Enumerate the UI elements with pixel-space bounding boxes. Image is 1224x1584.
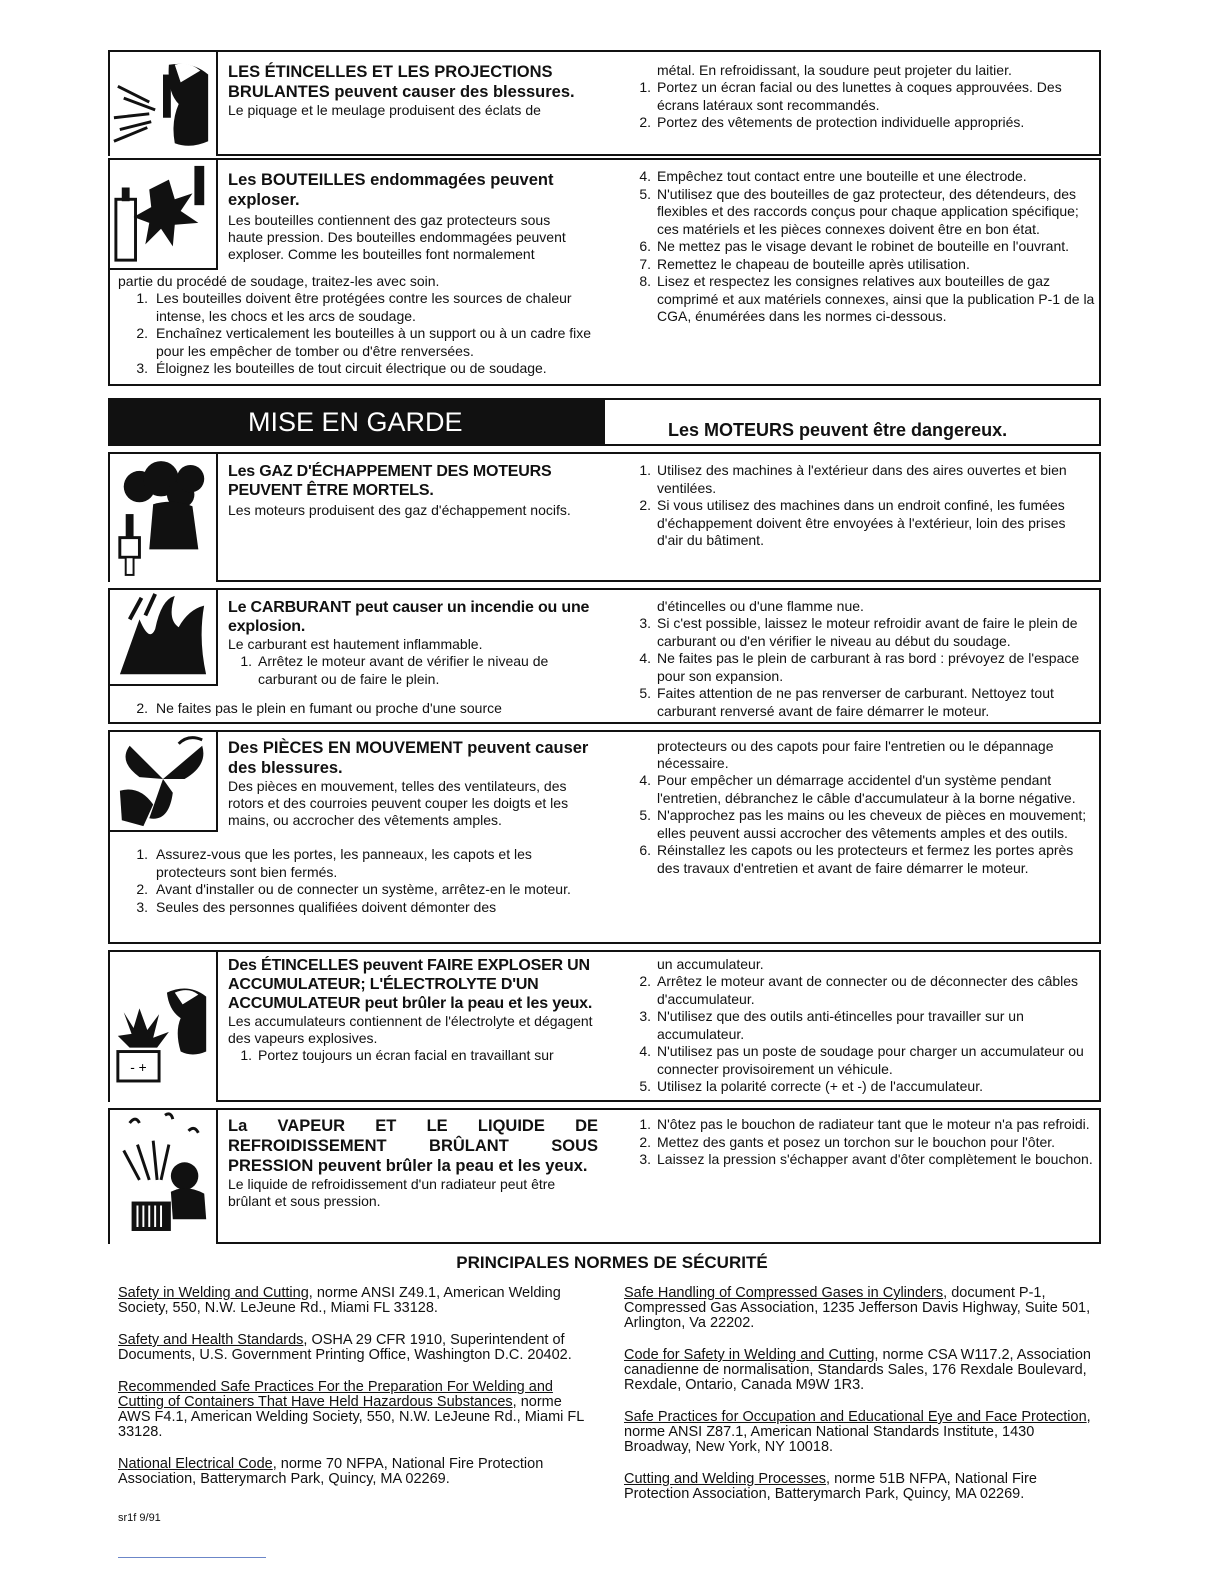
hazard-intro: Le liquide de refroidissement d'un radiateur peut être brûlant et sous pression. [228, 1176, 556, 1209]
list-item: 1. Assurez-vous que les portes, les panneaux, les capots et les protecteurs sont bien fermés. [136, 846, 532, 880]
hazard-box-fuel [108, 588, 1101, 724]
list-item: 3. N'utilisez que des outils anti-étincelles pour travailler sur un accumulateur. [639, 1008, 1024, 1042]
hazard-intro-cont: partie du procédé de soudage, traitez-les avec soin. [118, 273, 440, 289]
hazard-title: LES ÉTINCELLES ET LES PROJECTIONS BRULANTES peuvent causer des blessures. [228, 63, 575, 101]
list-item: 5. Faites attention de ne pas renverser de carburant. Nettoyez tout carburant renversé avant de faire démarrer le moteur. [639, 685, 1054, 719]
list-item: 8. Lisez et respectez les consignes relatives aux bouteilles de gaz comprimé et aux matériels connexes, ainsi que la publication P-1 de la CGA, énumérées dans les normes ci-dessous. [639, 273, 1095, 324]
list-item: 1. Arrêtez le moteur avant de vérifier le niveau de carburant ou de faire le plein. [240, 653, 549, 687]
standards-heading: PRINCIPALES NORMES DE SÉCURITÉ [456, 1253, 768, 1272]
hazard-intro: Les moteurs produisent des gaz d'échappement nocifs. [228, 502, 571, 518]
hazard-title: Des ÉTINCELLES peuvent FAIRE EXPLOSER UN ACCUMULATEUR; L'ÉLECTROLYTE D'UN ACCUMULATEUR peut brûler la peau et les yeux. [228, 957, 593, 1012]
warning-banner: MISE EN GARDE [108, 398, 605, 446]
list-item: 1. Les bouteilles doivent être protégées contre les sources de chaleur intense, les chocs et les arcs de soudage. [136, 290, 572, 324]
list-item: 4. Empêchez tout contact entre une bouteille et une électrode. [639, 168, 1027, 184]
standard-reference: National Electrical Code, norme 70 NFPA, National Fire Protection Association, Batterymarch Park, Quincy, MA 02269. [118, 1456, 544, 1487]
hazard-title: Des PIÈCES EN MOUVEMENT peuvent causer des blessures. [228, 739, 589, 777]
standard-reference: Safety in Welding and Cutting, norme ANSI Z49.1, American Welding Society, 550, N.W. LeJeune Rd., Miami FL 33128. [118, 1285, 561, 1316]
hazard-continuation: d'étincelles ou d'une flamme nue. [657, 598, 864, 614]
standard-reference: Safe Practices for Occupation and Educational Eye and Face Protection, norme ANSI Z87.1, American National Standards Institute, 1430 Broadway, New York, NY 10018. [624, 1409, 1091, 1455]
engines-subtitle: Les MOTEURS peuvent être dangereux. [605, 398, 1101, 446]
hazard-intro: Des pièces en mouvement, telles des ventilateurs, des rotors et des courroies peuvent couper les doigts et les mains, ou accrocher des vêtements amples. [228, 778, 569, 828]
list-item: 5. N'approchez pas les mains ou les cheveux de pièces en mouvement; elles peuvent aussi accrocher des vêtements amples et des outils. [639, 807, 1087, 841]
divider [118, 1557, 266, 1558]
battery-terminal-label: - + [130, 1060, 147, 1076]
standard-reference: Recommended Safe Practices For the Preparation For Welding and Cutting of Containers That Have Held Hazardous Substances, norme AWS F4.1, American Welding Society, 550, N.W. LeJeune Rd., Miami FL 33128. [118, 1379, 584, 1440]
document-code: sr1f 9/91 [118, 1512, 161, 1524]
list-item: 2. Avant d'installer ou de connecter un système, arrêtez-en le moteur. [136, 881, 571, 897]
hazard-continuation: protecteurs ou des capots pour faire l'entretien ou le dépannage nécessaire. [657, 738, 1054, 771]
list-item: 2. Enchaînez verticalement les bouteilles à un support ou à un cadre fixe pour les empêcher de tomber ou d'être renversées. [136, 325, 592, 359]
hazard-title: Le CARBURANT peut causer un incendie ou une explosion. [228, 599, 590, 635]
list-item: 3. Laissez la pression s'échapper avant d'ôter complètement le bouchon. [639, 1151, 1093, 1167]
list-item: 1. Portez toujours un écran facial en travaillant sur [240, 1047, 554, 1063]
list-item: 2. Ne faites pas le plein en fumant ou proche d'une source [136, 700, 502, 716]
list-item: 1. Portez un écran facial ou des lunettes à coques approuvées. Des écrans latéraux sont recommandés. [639, 79, 1062, 113]
fire-icon [110, 590, 218, 686]
fan-hand-icon [110, 732, 218, 832]
hazard-box-cylinders [108, 158, 1101, 386]
list-item: 4. Ne faites pas le plein de carburant à ras bord : prévoyez de l'espace pour son expansion. [639, 650, 1080, 684]
list-item: 1. Utilisez des machines à l'extérieur dans des aires ouvertes et bien ventilées. [639, 462, 1067, 496]
list-item: 1. N'ôtez pas le bouchon de radiateur tant que le moteur n'a pas refroidi. [639, 1116, 1090, 1132]
hazard-title: La VAPEUR ET LE LIQUIDE DE REFROIDISSEMENT BRÛLANT SOUS PRESSION peuvent brûler la peau et les yeux. [228, 1117, 598, 1175]
standard-reference: Code for Safety in Welding and Cutting, norme CSA W117.2, Association canadienne de normalisation, Standards Sales, 176 Rexdale Boulevard, Rexdale, Ontario, Canada M9W 1R3. [624, 1347, 1091, 1393]
exhaust-fumes-icon [110, 454, 218, 582]
hazard-box-moving-parts [108, 730, 1101, 944]
hazard-box-battery [108, 950, 1101, 1102]
exploding-cylinder-icon [110, 160, 218, 270]
hazard-box-sparks [108, 50, 1101, 156]
hazard-intro: Les accumulateurs contiennent de l'électrolyte et dégagent des vapeurs explosives. [228, 1013, 593, 1046]
list-item: 5. Utilisez la polarité correcte (+ et -) de l'accumulateur. [639, 1078, 983, 1094]
list-item: 2. Mettez des gants et posez un torchon sur le bouchon pour l'ôter. [639, 1133, 1056, 1150]
face-shield-icon [110, 52, 218, 156]
list-item: 6. Ne mettez pas le visage devant le robinet de bouteille en l'ouvrant. [639, 238, 1070, 254]
hazard-continuation: un accumulateur. [657, 956, 764, 972]
exploding-battery-icon [110, 952, 218, 1102]
list-item: 3. Si c'est possible, laissez le moteur refroidir avant de faire le plein de carburant ou d'en vérifier le niveau au début du soudage. [639, 615, 1078, 649]
list-item: 7. Remettez le chapeau de bouteille après utilisation. [639, 255, 970, 272]
list-item: 3. Seules des personnes qualifiées doivent démonter des [136, 898, 497, 915]
hazard-continuation: métal. En refroidissant, la soudure peut projeter du laitier. [657, 62, 1012, 78]
standard-reference: Safe Handling of Compressed Gases in Cylinders, document P-1, Compressed Gas Association, 1235 Jefferson Davis Highway, Suite 501, Arlington, Va 22202. [624, 1285, 1091, 1331]
hazard-title: Les GAZ D'ÉCHAPPEMENT DES MOTEURS PEUVENT ÊTRE MORTELS. [228, 463, 552, 499]
list-item: 6. Réinstallez les capots ou les protecteurs et fermez les portes après des travaux d'entretien et avant de faire démarrer le moteur. [639, 842, 1074, 876]
standards-right-column [624, 1286, 1094, 1519]
list-item: 2. Arrêtez le moteur avant de connecter ou de déconnecter des câbles d'accumulateur. [639, 973, 1079, 1007]
standard-reference: Cutting and Welding Processes, norme 51B NFPA, National Fire Protection Association, Batterymarch Park, Quincy, MA 02269. [624, 1471, 1037, 1502]
hazard-intro: Les bouteilles contiennent des gaz protecteurs sous haute pression. Des bouteilles endommagées peuvent exploser. Comme les bouteilles font normalement [228, 212, 566, 262]
hazard-box-exhaust [108, 452, 1101, 582]
hazard-title: Les BOUTEILLES endommagées peuvent exploser. [228, 171, 554, 209]
list-item: 3. Éloignez les bouteilles de tout circuit électrique ou de soudage. [136, 360, 547, 376]
hazard-intro: Le piquage et le meulage produisent des éclats de [228, 102, 541, 118]
list-item: 2. Si vous utilisez des machines dans un endroit confiné, les fumées d'échappement doivent être envoyées à l'extérieur, loin des prises d'air du bâtiment. [639, 497, 1066, 548]
hazard-intro: Le carburant est hautement inflammable. [228, 636, 483, 652]
standard-reference: Safety and Health Standards, OSHA 29 CFR 1910, Superintendent of Documents, U.S. Government Printing Office, Washington D.C. 20402. [118, 1332, 572, 1363]
list-item: 5. N'utilisez que des bouteilles de gaz protecteur, des détendeurs, des flexibles et des raccords conçus pour chaque application spécifique; ces matériels et les pièces connexes doivent être en bon état. [639, 185, 1079, 237]
list-item: 4. Pour empêcher un démarrage accidentel d'un système pendant l'entretien, débranchez le câble d'accumulateur à la borne négative. [639, 772, 1076, 806]
list-item: 2. Portez des vêtements de protection individuelle appropriés. [639, 114, 1025, 130]
list-item: 4. N'utilisez pas un poste de soudage pour charger un accumulateur ou connecter provisoirement un véhicule. [639, 1043, 1084, 1077]
hazard-box-coolant [108, 1108, 1101, 1244]
standards-left-column [118, 1286, 588, 1504]
radiator-steam-icon [110, 1110, 218, 1244]
